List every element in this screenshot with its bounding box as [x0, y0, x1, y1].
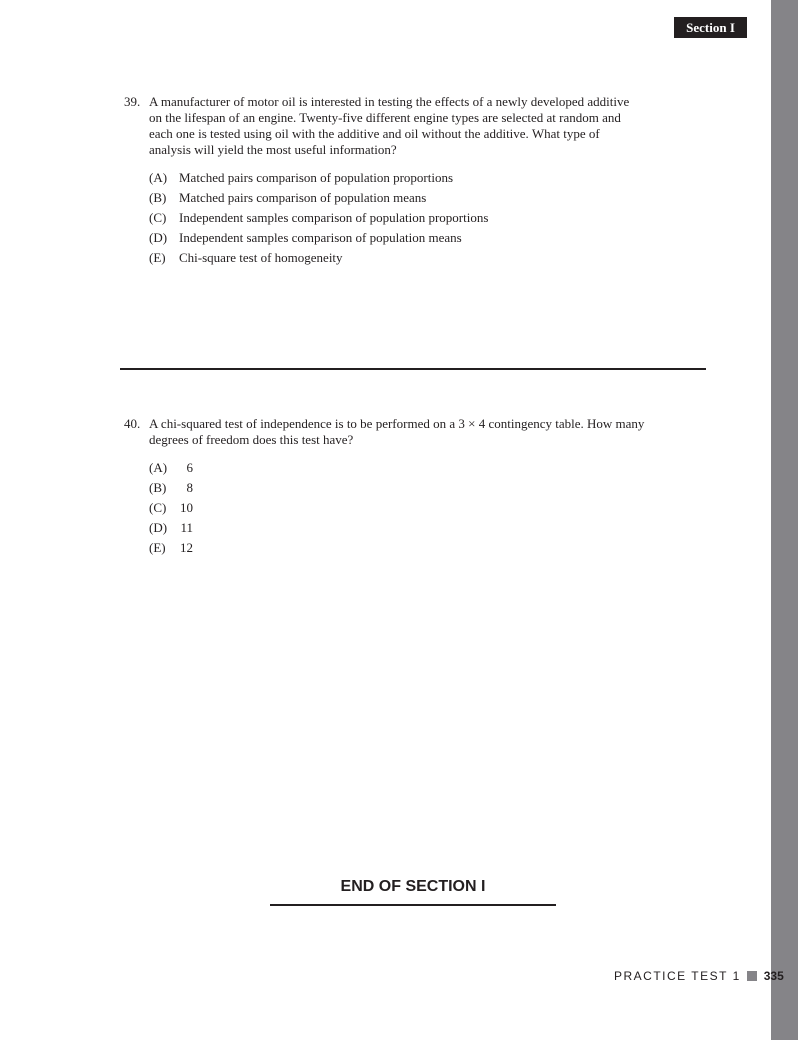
option-b — [149, 188, 629, 208]
option-c — [149, 498, 644, 518]
answer-options — [149, 168, 629, 268]
question-39 — [124, 94, 629, 268]
option-letter: (C) — [149, 500, 167, 515]
end-underline — [270, 904, 556, 906]
option-d — [149, 228, 629, 248]
answer-options — [149, 458, 644, 558]
square-bullet-icon — [747, 971, 757, 981]
end-of-section-heading: END OF SECTION I — [340, 878, 486, 895]
option-letter: (E) — [149, 250, 166, 265]
question-text — [149, 416, 644, 448]
text-line: each one is tested using oil with the additive and oil without the additive. What type of — [149, 126, 600, 141]
text-line: on the lifespan of an engine. Twenty-five different engine types are selected at random and — [149, 110, 621, 125]
option-text: Matched pairs comparison of population proportions — [179, 170, 454, 185]
text-line: analysis will yield the most useful information? — [149, 142, 397, 157]
option-d — [149, 518, 644, 538]
option-text: Independent samples comparison of population proportions — [179, 210, 489, 225]
question-number: 39. — [124, 94, 141, 109]
option-text: 8 — [186, 480, 193, 495]
text-line: degrees of freedom does this test have? — [149, 432, 354, 447]
option-letter: (D) — [149, 230, 168, 245]
text-line: A manufacturer of motor oil is interested in testing the effects of a newly developed additive — [149, 94, 630, 109]
question-text — [149, 94, 629, 158]
option-letter: (D) — [149, 520, 168, 535]
question-number: 40. — [124, 416, 141, 431]
option-text: Chi-square test of homogeneity — [179, 250, 343, 265]
section-tab: Section I — [674, 17, 747, 38]
page-number: 335 — [763, 969, 784, 983]
option-letter: (A) — [149, 170, 168, 185]
footer-label: PRACTICE TEST 1 — [614, 969, 741, 983]
option-letter: (B) — [149, 190, 167, 205]
option-c — [149, 208, 629, 228]
question-40 — [124, 416, 644, 558]
page-footer — [614, 969, 784, 983]
option-letter: (B) — [149, 480, 167, 495]
option-a — [149, 168, 629, 188]
option-text: 11 — [180, 520, 193, 535]
option-letter: (A) — [149, 460, 168, 475]
option-text: 12 — [180, 540, 193, 555]
option-a — [149, 458, 644, 478]
page-edge-bar — [771, 0, 798, 1040]
option-text: Independent samples comparison of population means — [179, 230, 462, 245]
option-e — [149, 248, 629, 268]
option-e — [149, 538, 644, 558]
option-letter: (C) — [149, 210, 167, 225]
question-divider — [120, 368, 706, 370]
text-line: A chi-squared test of independence is to be performed on a 3 × 4 contingency table. How many — [149, 416, 645, 431]
option-b — [149, 478, 644, 498]
option-text: 6 — [186, 460, 193, 475]
option-letter: (E) — [149, 540, 166, 555]
option-text: Matched pairs comparison of population means — [179, 190, 427, 205]
option-text: 10 — [180, 500, 193, 515]
